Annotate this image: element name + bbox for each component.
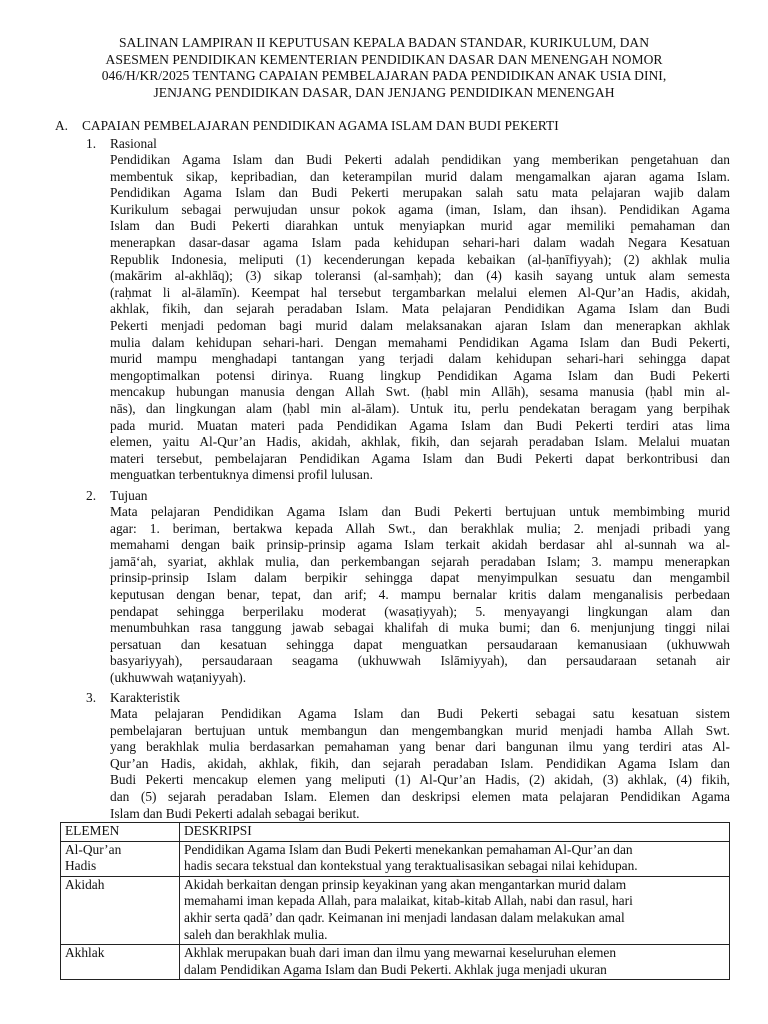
item-heading-tujuan — [86, 488, 147, 505]
section-letter: A. — [55, 118, 69, 133]
item-heading-karakteristik — [86, 690, 180, 707]
paragraph-rasional — [110, 152, 730, 484]
text-line: materi tersebut, pembelajaran Pendidikan Agama Islam dan Budi Pekerti dapat berkontribusi dan — [110, 450, 730, 466]
text-line: (makārim al-akhlāq); (3) sikap toleransi (al-samḥah); dan (4) kasih sayang untuk alam semesta — [110, 268, 730, 284]
element-cell — [61, 841, 180, 876]
description-cell — [180, 945, 730, 980]
text-line: agar: 1. beriman, bertakwa kepada Allah Swt., dan berakhlak mulia; 2. menjadi pribadi yang — [110, 520, 730, 536]
table-row — [61, 945, 730, 980]
text-line: Pekerti menjadi pedoman bagi murid dalam melaksanakan ajaran Islam dan menerapkan akhlak — [110, 317, 730, 333]
item-number: 2. — [86, 488, 97, 503]
text-line: Kurikulum sebagai perwujudan unsur pokok agama (iman, Islam, dan ihsan). Pendidikan Agama — [110, 201, 730, 217]
text-line: Pendidikan Agama Islam dan Budi Pekerti adalah pendidikan yang memberikan pengetahuan dan — [110, 152, 730, 167]
text-line: mengoptimalkan potensi dirinya. Ruang lingkup Pendidikan Agama Islam dan Budi Pekerti — [110, 367, 730, 383]
cell-line: Akhlak — [65, 945, 105, 961]
text-line: persatuan dan kesatuan sehingga dapat menguatkan persaudaraan kemanusiaan (ukhuwwah — [110, 636, 730, 652]
text-line: Budi Pekerti mencakup elemen yang meliputi (1) Al-Qur’an Hadis, (2) akidah, (3) akhlak, (4) fikih, — [110, 772, 730, 788]
text-line: keputusan dengan benar, tepat, dan arif; 4. mampu bernalar kritis dalam menganalisis perbedaan — [110, 586, 730, 602]
text-line: Republik Indonesia, meliputi (1) kecenderungan kepada kebaikan (al-ḥanīfiyyah); (2) akhlak mulia — [110, 251, 730, 267]
cell-line: saleh dan berakhlak mulia. — [184, 926, 328, 942]
text-line: menguatkan terbentuknya dimensi profil lulusan. — [110, 467, 373, 483]
text-line: memahami dengan baik prinsip-prinsip agama Islam terkait akidah berdasar ahl al-sunnah wa al- — [110, 537, 730, 553]
text-line: basyariyyah), persaudaraan seagama (ukhuwwah Islāmiyyah), dan persaudaraan setanah air — [110, 653, 730, 669]
title-line: ASESMEN PENDIDIKAN KEMENTERIAN PENDIDIKAN DASAR DAN MENENGAH NOMOR — [105, 51, 663, 67]
text-line: Mata pelajaran Pendidikan Agama Islam dan Budi Pekerti sebagai satu kesatuan sistem — [110, 706, 730, 721]
column-header-deskripsi: DESKRIPSI — [180, 823, 730, 842]
column-header-elemen: ELEMEN — [61, 823, 180, 842]
table-row — [61, 876, 730, 944]
item-number: 3. — [86, 690, 97, 705]
text-line: yang berakhlak mulia berdasarkan pemahaman yang benar dari bangunan ilmu yang terdiri atas Al- — [110, 739, 730, 755]
text-line: Islam dan Budi Pekerti diarahkan untuk menyiapkan murid agar memiliki pemahaman dan — [110, 218, 730, 234]
cell-line: akhir serta qadā’ dan qadr. Keimanan ini menjadi landasan dalam melakukan amal — [184, 909, 625, 925]
title-line: JENJANG PENDIDIKAN DASAR, DAN JENJANG PENDIDIKAN MENENGAH — [153, 84, 615, 100]
text-line: (ukhuwwah waṭaniyyah). — [110, 669, 247, 685]
paragraph-tujuan — [110, 504, 730, 687]
cell-line: Akidah berkaitan dengan prinsip keyakinan yang akan mengantarkan murid dalam — [184, 876, 627, 892]
element-cell — [61, 876, 180, 944]
item-number: 1. — [86, 136, 97, 151]
text-line: akhlak, fikih, dan sejarah peradaban Islam. Mata pelajaran Pendidikan Agama Islam dan Budi — [110, 301, 730, 317]
cell-line: dalam Pendidikan Agama Islam dan Budi Pekerti. Akhlak juga menjadi ukuran — [184, 961, 607, 977]
text-line: prinsip-prinsip Islam dalam berpikir sehingga dapat menyimpulkan sesuatu dan mengambil — [110, 570, 730, 586]
table-header-row — [61, 823, 730, 842]
document-title — [40, 35, 728, 101]
text-line: membentuk sikap, kepribadian, dan keterampilan murid dalam mengamalkan ajaran agama Islam. — [110, 168, 730, 184]
section-title: CAPAIAN PEMBELAJARAN PENDIDIKAN AGAMA ISLAM DAN BUDI PEKERTI — [82, 118, 559, 133]
text-line: (raḥmat li al-ālamīn). Keempat hal tersebut tergambarkan melalui elemen Al-Qur’an Hadis, akidah, — [110, 284, 730, 300]
text-line: mulia dalam kehidupan sehari-hari. Dengan memahami Pendidikan Agama Islam dan Budi Pekerti, — [110, 334, 730, 350]
text-line: pendapat sehingga berperilaku moderat (wasaṭiyyah); 5. menyayangi lingkungan alam dan — [110, 603, 730, 619]
title-line: SALINAN LAMPIRAN II KEPUTUSAN KEPALA BADAN STANDAR, KURIKULUM, DAN — [118, 35, 650, 50]
text-line: murid mampu menghadapi tantangan yang terjadi dalam kehidupan sehari-hari sehingga dapat — [110, 351, 730, 367]
title-line: 046/H/KR/2025 TENTANG CAPAIAN PEMBELAJARAN PADA PENDIDIKAN ANAK USIA DINI, — [101, 68, 667, 84]
cell-line: Al-Qur’an — [65, 841, 122, 857]
text-line: Mata pelajaran Pendidikan Agama Islam dan Budi Pekerti bertujuan untuk membimbing murid — [110, 504, 730, 519]
table-row — [61, 841, 730, 876]
text-line: mencakup hubungan manusia dengan Allah Swt. (ḥabl min Allāh), sesama manusia (ḥabl min al- — [110, 384, 730, 400]
item-heading: Karakteristik — [110, 690, 180, 705]
text-line: pembelajaran bertujuan untuk membangun dan mengembangkan murid menjadi hamba Allah Swt. — [110, 722, 730, 738]
item-heading-rasional — [86, 136, 157, 153]
element-cell — [61, 945, 180, 980]
description-cell — [180, 876, 730, 944]
cell-line: Akidah — [65, 876, 105, 892]
text-line: nās), dan lingkungan alam (ḥabl min al-ālam). Untuk itu, perlu pendekatan beragam yang berpihak — [110, 400, 730, 416]
text-line: menerapkan dasar-dasar agama Islam pada kehidupan sehari-hari dalam wadah Negara Kesatuan — [110, 234, 730, 250]
cell-line: Akhlak merupakan buah dari iman dan ilmu yang mewarnai keseluruhan elemen — [184, 945, 617, 961]
text-line: dan (5) sejarah peradaban Islam. Elemen dan deskripsi elemen mata pelajaran Pendidikan Agama — [110, 788, 730, 804]
text-line: Pendidikan Agama Islam dan Budi Pekerti merupakan salah satu mata pelajaran wajib dalam — [110, 185, 730, 201]
cell-line: Pendidikan Agama Islam dan Budi Pekerti menekankan pemahaman Al-Qur’an dan — [184, 841, 633, 857]
description-cell — [180, 841, 730, 876]
elements-table — [60, 822, 730, 980]
item-heading: Tujuan — [110, 488, 148, 503]
section-heading — [55, 118, 559, 135]
text-line: menumbuhkan rasa tanggung jawab sebagai khalifah di muka bumi; dan 6. menjunjung tinggi nilai — [110, 620, 730, 636]
item-heading: Rasional — [110, 136, 157, 151]
paragraph-karakteristik — [110, 706, 730, 822]
text-line: pada murid. Muatan materi pada Pendidikan Agama Islam dan Budi Pekerti terdiri atas lima — [110, 417, 730, 433]
cell-line: hadis secara tekstual dan kontekstual yang teraktualisasikan sebagai nilai kehidupan. — [184, 858, 638, 874]
cell-line: Hadis — [65, 858, 97, 874]
text-line: elemen, yaitu Al-Qur’an Hadis, akidah, akhlak, fikih, dan sejarah peradaban Islam. Melalui muatan — [110, 434, 730, 450]
cell-line: memahami iman kepada Allah, para malaikat, kitab-kitab Allah, nabi dan rasul, hari — [184, 893, 633, 909]
text-line: Islam dan Budi Pekerti adalah sebagai berikut. — [110, 805, 360, 821]
text-line: jamā‘ah, syariat, akhlak mulia, dan perkembangan sejarah peradaban Islam; 3. mampu menerapkan — [110, 553, 730, 569]
text-line: Qur’an Hadis, akidah, akhlak, fikih, dan sejarah peradaban Islam. Pendidikan Agama Islam dan — [110, 755, 730, 771]
